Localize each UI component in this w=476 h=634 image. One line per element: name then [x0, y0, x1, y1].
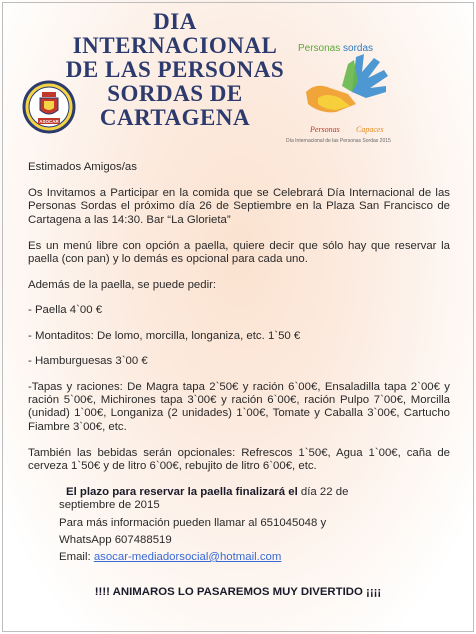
- menu-text: Es un menú libre con opción a paella, quiere decir que sólo hay que reservar la paella (con pan) y lo demás es opcional para cada uno.: [28, 239, 450, 266]
- item-hamburguesas: - Hamburguesas 3`00 €: [28, 354, 148, 367]
- title-line-5: CARTAGENA: [99, 105, 251, 130]
- deadline-date: día 22 de: [297, 486, 349, 499]
- info-phone: Para más información pueden llamar al 651045048 y: [59, 516, 327, 529]
- asocar-crest-logo: [22, 80, 76, 134]
- extras-heading: Además de la paella, se puede pedir:: [28, 279, 217, 292]
- title-line-2: INTERNACIONAL: [72, 33, 278, 58]
- deadline-line: [28, 486, 450, 499]
- deadline-date-line: septiembre de 2015: [59, 499, 160, 512]
- closing-line: !!!! ANIMAROS LO PASAREMOS MUY DIVERTIDO ¡¡¡¡: [94, 586, 382, 598]
- email-label: Email:: [59, 551, 94, 564]
- asocar-logo-label: ASOCAR: [39, 119, 59, 124]
- hands-icon: [296, 52, 396, 124]
- greeting: Estimados Amigos/as: [28, 161, 137, 173]
- logo-title: Personas sordas: [298, 43, 374, 54]
- item-montaditos: - Montaditos: De lomo, morcilla, longaniza, etc. 1`50 €: [28, 329, 301, 342]
- item-paella: - Paella 4`00 €: [28, 304, 103, 317]
- info-whatsapp: WhatsApp 607488519: [59, 533, 172, 546]
- drinks-text: También las bebidas serán opcionales: Refrescos 1`50€, Agua 1`00€, caña de cerveza 1`50€ y de litro 6`00€, rebujito de litro 6`00€, etc.: [28, 446, 450, 473]
- page-title: [60, 10, 290, 130]
- deadline-bold: El plazo para reservar la paella finalizará el: [66, 486, 298, 499]
- title-line-1: DIA: [153, 9, 197, 34]
- logo-sub-personas: Personas: [310, 125, 340, 134]
- info-email-line: [28, 551, 450, 564]
- email-link[interactable]: asocar-mediadorsocial@hotmail.com: [93, 551, 282, 564]
- tapas-text: -Tapas y raciones: De Magra tapa 2`50€ y ración 6`00€, Ensaladilla tapa 2`00€ y ración 5`00€, Michirones tapa 3`00€ y ración 6`00€, ración Pulpo 7`00€, Morcilla (unidad) 1`00€, Longaniza (2 unidades) 1`00€, Tomate y Caballa 3`00€, Cartucho Fiambre 3`00€, etc.: [28, 381, 450, 433]
- logo-sub-capaces: Capaces: [356, 125, 384, 134]
- logo-caption: Día Internacional de las Personas Sordas 2015: [286, 138, 391, 144]
- flyer-body: [28, 161, 450, 564]
- title-line-3: DE LAS PERSONAS: [65, 57, 285, 82]
- personas-sordas-logo: [286, 38, 446, 154]
- title-line-4: SORDAS DE: [107, 81, 243, 106]
- invitation-text: Os Invitamos a Participar en la comida que se Celebrará Día Internacional de las Personas Sordas el próximo día 26 de Septiembre en la Plaza San Francisco de Cartagena a las 14:30. Bar “La Glorieta”: [28, 187, 450, 226]
